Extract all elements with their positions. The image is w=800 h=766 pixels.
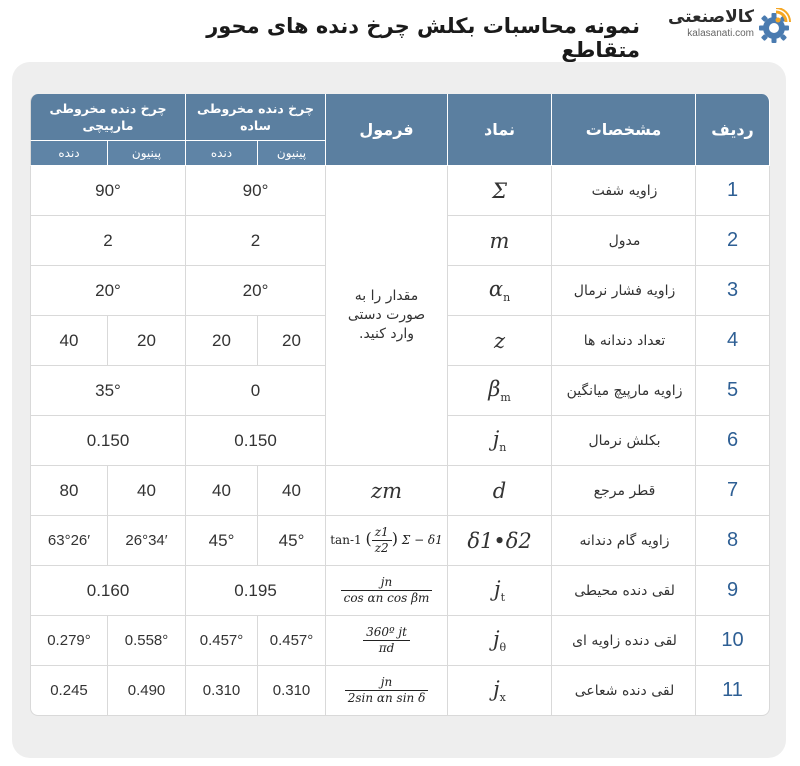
- symbol-j-x: [448, 666, 552, 716]
- row-number: 11: [696, 666, 770, 716]
- symbol-sub: t: [500, 591, 505, 605]
- spiral-gear-value: 40: [30, 316, 108, 366]
- spiral-pinion-value: 26°34′: [108, 516, 186, 566]
- brand-logo[interactable]: [662, 6, 792, 46]
- header-straight-bevel-label: چرخ دنده مخروطی ساده: [197, 101, 314, 133]
- symbol-base: j: [494, 576, 501, 601]
- spec-label: زاویه گام دندانه: [552, 516, 696, 566]
- formula-note: مقدار را به صورت دستی وارد کنید.: [347, 288, 426, 342]
- symbol-j-theta: [448, 616, 552, 666]
- formula-zm: zm: [326, 466, 448, 516]
- straight-pinion-value: 0.457°: [258, 616, 326, 666]
- spiral-pinion-value: 0.490: [108, 666, 186, 716]
- formula-numerator: jn: [341, 575, 433, 591]
- formula-circumferential: [326, 566, 448, 616]
- row-number: 5: [696, 366, 770, 416]
- spiral-value: 35°: [30, 366, 186, 416]
- spec-label: لقی دنده شعاعی: [552, 666, 696, 716]
- straight-value: 0.195: [186, 566, 326, 616]
- symbol-delta: δ1•δ2: [448, 516, 552, 566]
- header-straight-pinion: پینیون: [258, 141, 326, 166]
- straight-value: 0.150: [186, 416, 326, 466]
- symbol-sub: m: [500, 391, 511, 405]
- brand-site: kalasanati.com: [687, 28, 754, 39]
- spiral-value: 0.160: [30, 566, 186, 616]
- spiral-pinion-value: 20: [108, 316, 186, 366]
- spec-label: بکلش نرمال: [552, 416, 696, 466]
- formula-angular: [326, 616, 448, 666]
- header-spiral-bevel: [30, 94, 186, 141]
- symbol-d: d: [448, 466, 552, 516]
- formula-fraction: [372, 525, 392, 556]
- spec-label: مدول: [552, 216, 696, 266]
- straight-pinion-value: 45°: [258, 516, 326, 566]
- symbol-sigma: Σ: [448, 166, 552, 216]
- header-formula: فرمول: [326, 94, 448, 166]
- straight-gear-value: 45°: [186, 516, 258, 566]
- symbol-base: j: [492, 426, 500, 451]
- formula-arctan: tan-1: [330, 533, 362, 547]
- table-row: [30, 516, 770, 566]
- formula-denominator: z2: [374, 541, 389, 555]
- formula-fraction: [341, 575, 433, 606]
- header-spec: مشخصات: [552, 94, 696, 166]
- header-spiral-bevel-label: چرخ دنده مخروطی مارپیچی: [49, 101, 167, 133]
- brand-name: کالاصنعتی: [667, 7, 754, 27]
- symbol-beta-m: [448, 366, 552, 416]
- header-spiral-pinion: پینیون: [108, 141, 186, 166]
- straight-pinion-value: 20: [258, 316, 326, 366]
- table-row: [30, 566, 770, 616]
- spec-label: قطر مرجع: [552, 466, 696, 516]
- straight-value: 90°: [186, 166, 326, 216]
- spiral-value: 20°: [30, 266, 186, 316]
- formula-pitch-angle: tan-1 ( $\frac{z1}{z2}$ ) Σ − δ1: [326, 516, 448, 566]
- symbol-base: α: [488, 276, 504, 301]
- symbol-base: j: [492, 626, 500, 651]
- table-row: [30, 466, 770, 516]
- spiral-gear-value: 80: [30, 466, 108, 516]
- spec-label: تعداد دندانه ها: [552, 316, 696, 366]
- row-number: 7: [696, 466, 770, 516]
- formula-denominator: 2sin αn sin δ: [347, 691, 426, 705]
- symbol-alpha-n: [448, 266, 552, 316]
- spiral-gear-value: 63°26′: [30, 516, 108, 566]
- symbol-sub: n: [503, 291, 511, 305]
- header-row-no: ردیف: [696, 94, 770, 166]
- straight-value: 0: [186, 366, 326, 416]
- spiral-value: 2: [30, 216, 186, 266]
- spiral-pinion-value: 40: [108, 466, 186, 516]
- row-number: 4: [696, 316, 770, 366]
- formula-delta2: Σ − δ1: [401, 533, 443, 547]
- spec-label: لقی دنده زاویه ای: [552, 616, 696, 666]
- row-number: 8: [696, 516, 770, 566]
- formula-numerator: jn: [345, 675, 429, 691]
- spec-label: لقی دنده محیطی: [552, 566, 696, 616]
- header-straight-gear: دنده: [186, 141, 258, 166]
- spec-label: زاویه فشار نرمال: [552, 266, 696, 316]
- row-number: 10: [696, 616, 770, 666]
- spiral-gear-value: 0.279°: [30, 616, 108, 666]
- symbol-base: j: [493, 676, 500, 701]
- symbol-z: z: [448, 316, 552, 366]
- formula-denominator: πd: [378, 641, 395, 655]
- straight-pinion-value: 0.310: [258, 666, 326, 716]
- symbol-j-t: [448, 566, 552, 616]
- brand-text: [662, 6, 754, 40]
- spiral-pinion-value: 0.558°: [108, 616, 186, 666]
- straight-value: 2: [186, 216, 326, 266]
- header-symbol: نماد: [448, 94, 552, 166]
- formula-numerator: 360º jt: [363, 625, 410, 641]
- straight-pinion-value: 40: [258, 466, 326, 516]
- gear-icon: [756, 8, 792, 44]
- symbol-j-n: [448, 416, 552, 466]
- row-number: 3: [696, 266, 770, 316]
- formula-fraction: [345, 675, 429, 706]
- table-row: [30, 666, 770, 716]
- header-spiral-gear: دنده: [30, 141, 108, 166]
- page-title: نمونه محاسبات بکلش چرخ دنده های محور متقاطع: [206, 14, 640, 62]
- straight-gear-value: 0.310: [186, 666, 258, 716]
- row-number: 6: [696, 416, 770, 466]
- spec-label: زاویه شفت: [552, 166, 696, 216]
- spiral-gear-value: 0.245: [30, 666, 108, 716]
- row-number: 1: [696, 166, 770, 216]
- formula-denominator: cos αn cos βm: [343, 591, 430, 605]
- straight-gear-value: 20: [186, 316, 258, 366]
- formula-radial: [326, 666, 448, 716]
- spec-table: [30, 94, 770, 716]
- row-number: 9: [696, 566, 770, 616]
- row-number: 2: [696, 216, 770, 266]
- spec-label: زاویه مارپیچ میانگین: [552, 366, 696, 416]
- symbol-sub: n: [499, 441, 507, 455]
- header-straight-bevel: [186, 94, 326, 141]
- symbol-base: β: [488, 376, 501, 401]
- symbol-sub: θ: [499, 641, 507, 655]
- symbol-m: m: [448, 216, 552, 266]
- spiral-value: 0.150: [30, 416, 186, 466]
- spiral-value: 90°: [30, 166, 186, 216]
- straight-gear-value: 40: [186, 466, 258, 516]
- table-row: [30, 166, 770, 216]
- symbol-sub: x: [499, 691, 506, 705]
- table-row: [30, 616, 770, 666]
- formula-note-cell: [326, 166, 448, 466]
- straight-gear-value: 0.457°: [186, 616, 258, 666]
- formula-fraction: [363, 625, 410, 656]
- straight-value: 20°: [186, 266, 326, 316]
- formula-numerator: z1: [372, 525, 392, 541]
